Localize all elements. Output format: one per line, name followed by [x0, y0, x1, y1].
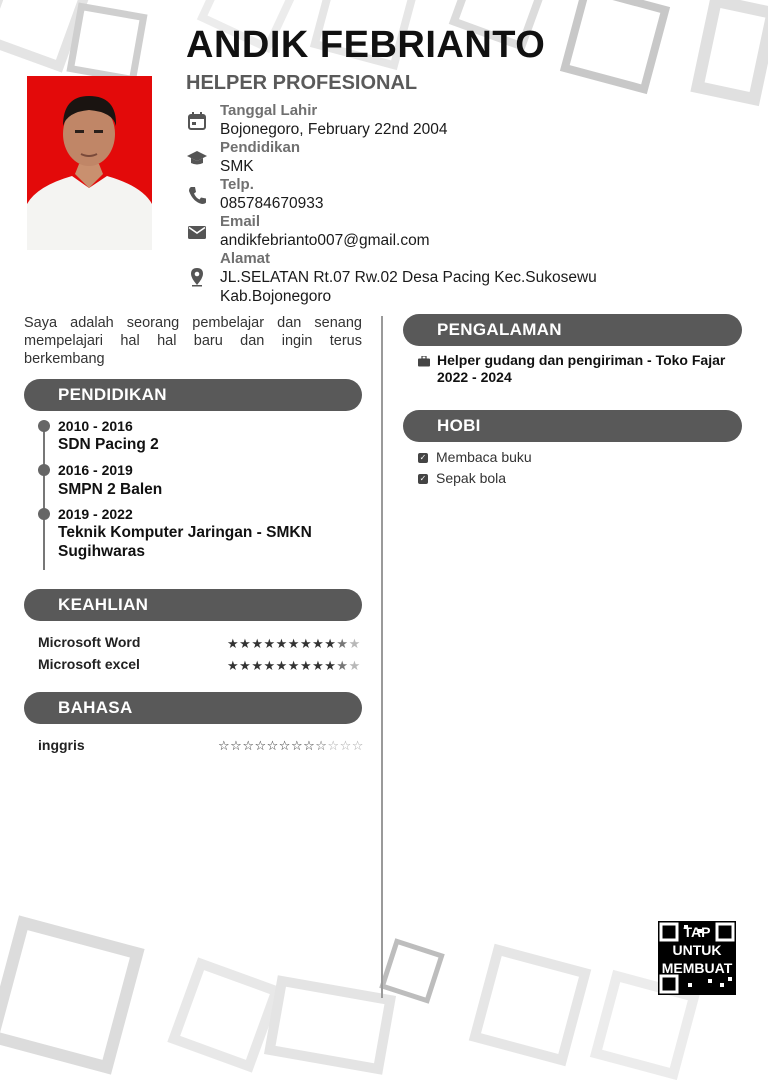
star-icon: ★	[251, 636, 264, 651]
phone-value: 085784670933	[220, 195, 324, 212]
hobby-label: Sepak bola	[436, 470, 507, 486]
checkbox-icon: ✓	[419, 474, 427, 484]
education-school: SMPN 2 Balen	[58, 481, 163, 498]
star-icon: ★	[312, 658, 325, 673]
star-icon: ☆	[339, 738, 352, 753]
star-icon: ★	[299, 636, 313, 651]
timeline-dot	[38, 508, 50, 520]
briefcase-icon	[418, 354, 430, 372]
star-icon: ☆	[278, 738, 291, 753]
star-icon: ★	[263, 636, 276, 651]
calendar-icon	[186, 110, 208, 132]
education-years: 2010 - 2016	[58, 418, 133, 434]
education-school: Teknik Komputer Jaringan - SMKN Sugihwaras	[58, 524, 312, 560]
star-icon: ★	[287, 658, 300, 673]
skill-name: Microsoft Word	[38, 634, 141, 650]
email-icon	[186, 221, 208, 243]
section-skills-header: KEAHLIAN	[24, 589, 362, 621]
timeline-line	[43, 426, 45, 570]
star-icon: ★	[324, 636, 337, 651]
star-icon: ☆	[218, 738, 231, 753]
star-icon: ★	[336, 658, 349, 673]
timeline-dot	[38, 420, 50, 432]
qr-label: TAP UNTUK MEMBUAT	[661, 924, 733, 976]
language-rating	[218, 738, 364, 754]
column-divider	[381, 316, 383, 998]
full-name: ANDIK FEBRIANTO	[186, 24, 546, 66]
star-icon: ☆	[254, 738, 267, 753]
star-icon: ★	[275, 636, 288, 651]
section-education-header: PENDIDIKAN	[24, 379, 362, 411]
location-icon	[186, 266, 208, 288]
section-experience-header: PENGALAMAN	[403, 314, 742, 346]
star-icon: ☆	[266, 738, 279, 753]
email-label: Email	[220, 213, 261, 230]
star-icon: ★	[227, 636, 240, 651]
education-years: 2019 - 2022	[58, 506, 133, 522]
language-name: inggris	[38, 737, 85, 753]
star-icon: ★	[239, 658, 252, 673]
about-text: Saya adalah seorang pembelajar dan senang mempelajari hal hal baru dan ingin terus berkembang	[24, 315, 362, 367]
job-title: HELPER PROFESIONAL	[186, 72, 418, 94]
experience-period: 2022 - 2024	[437, 369, 512, 385]
phone-icon	[186, 184, 208, 206]
education-label: Pendidikan	[220, 139, 301, 156]
skill-name: Microsoft excel	[38, 656, 140, 672]
education-years: 2016 - 2019	[58, 462, 133, 478]
experience-title: Helper gudang dan pengiriman - Toko Fajar	[437, 352, 726, 368]
star-icon: ★	[348, 658, 361, 673]
star-icon: ★	[287, 636, 300, 651]
email-value: andikfebrianto007@gmail.com	[220, 232, 430, 249]
education-school: SDN Pacing 2	[58, 436, 159, 453]
star-icon: ☆	[230, 738, 243, 753]
address-value: JL.SELATAN Rt.07 Rw.02 Desa Pacing Kec.Sukosewu Kab.Bojonegoro	[220, 269, 597, 305]
star-icon: ★	[239, 636, 252, 651]
star-icon: ☆	[327, 738, 340, 753]
timeline-dot	[38, 464, 50, 476]
section-hobbies-header: HOBI	[403, 410, 742, 442]
qr-code[interactable]	[658, 921, 736, 995]
star-icon: ★	[336, 636, 349, 651]
hobby-label: Membaca buku	[436, 449, 532, 465]
profile-photo	[27, 76, 152, 250]
star-icon: ★	[227, 658, 240, 673]
star-icon: ☆	[315, 738, 328, 753]
hobby-item	[418, 470, 506, 486]
hobby-item	[418, 449, 532, 465]
section-languages-header: BAHASA	[24, 692, 362, 724]
star-icon: ★	[324, 658, 337, 673]
birth-label: Tanggal Lahir	[220, 102, 318, 119]
skill-rating	[227, 636, 361, 652]
birth-value: Bojonegoro, February 22nd 2004	[220, 121, 448, 138]
star-icon: ★	[251, 658, 264, 673]
star-icon: ☆	[303, 738, 316, 753]
star-icon: ★	[312, 636, 325, 651]
education-value: SMK	[220, 158, 254, 175]
star-icon: ★	[348, 636, 361, 651]
graduation-cap-icon	[186, 147, 208, 169]
star-icon: ★	[275, 658, 288, 673]
star-icon: ☆	[242, 738, 255, 753]
star-icon: ☆	[351, 738, 364, 753]
skill-rating	[227, 658, 361, 674]
phone-label: Telp.	[220, 176, 254, 193]
star-icon: ★	[299, 658, 313, 673]
star-icon: ★	[263, 658, 276, 673]
address-label: Alamat	[220, 250, 271, 267]
checkbox-icon: ✓	[419, 453, 427, 463]
star-icon: ☆	[290, 738, 304, 753]
